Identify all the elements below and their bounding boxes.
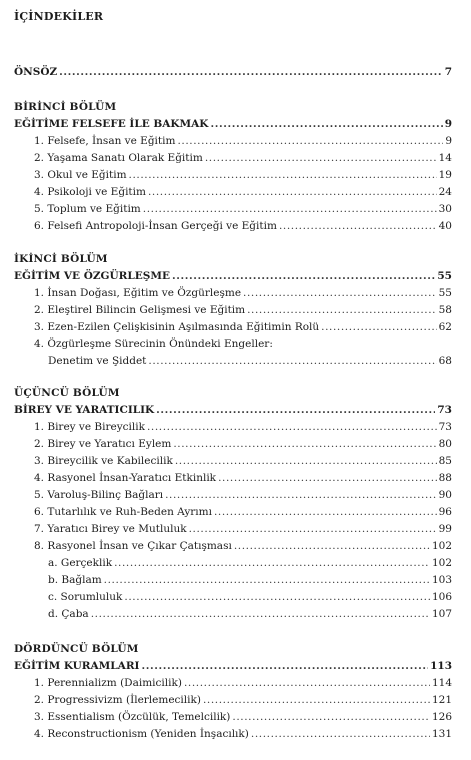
leader-dots — [210, 118, 442, 130]
toc-entry[interactable] — [34, 694, 452, 706]
entry-page: 85 — [438, 455, 452, 467]
entry-page: 88 — [438, 472, 452, 484]
toc-entry[interactable] — [34, 711, 452, 723]
leader-dots — [147, 421, 437, 433]
entry-label: ÖNSÖZ — [14, 66, 58, 78]
entry-label: 7. Yaratıcı Birey ve Mutluluk — [34, 523, 187, 535]
entry-page: 9 — [444, 118, 452, 130]
leader-dots — [214, 506, 437, 518]
entry-page: 19 — [438, 169, 452, 181]
entry-page: 106 — [431, 591, 452, 603]
entry-label: b. Bağlam — [48, 574, 102, 586]
part-title: İKİNCİ BÖLÜM — [14, 253, 108, 265]
leader-dots — [91, 608, 430, 620]
toc-entry[interactable] — [34, 506, 452, 518]
toc-subentry[interactable] — [48, 557, 452, 569]
entry-page: 107 — [431, 608, 452, 620]
entry-label: d. Çaba — [48, 608, 89, 620]
toc-entry[interactable] — [34, 472, 452, 484]
leader-dots — [234, 540, 430, 552]
entry-label: 1. Felsefe, İnsan ve Eğitim — [34, 135, 176, 147]
toc-entry[interactable] — [34, 540, 452, 552]
entry-page: 131 — [431, 728, 452, 740]
entry-page: 24 — [438, 186, 452, 198]
entry-page: 103 — [431, 574, 452, 586]
entry-label: 2. Eleştirel Bilincin Gelişmesi ve Eğitim — [34, 304, 246, 316]
leader-dots — [175, 455, 437, 467]
toc-entry[interactable] — [34, 169, 452, 181]
entry-page: 102 — [431, 540, 452, 552]
entry-label: 1. Birey ve Bireycilik — [34, 421, 145, 433]
entry-label: 6. Felsefi Antropoloji-İnsan Gerçeği ve Eğitim — [34, 220, 277, 232]
toc-entry-label-line1[interactable]: 4. Özgürleşme Sürecinin Önündeki Engeller: — [34, 338, 273, 350]
leader-dots — [59, 66, 443, 78]
entry-page: 90 — [438, 489, 452, 501]
leader-dots — [124, 591, 430, 603]
entry-page: 40 — [438, 220, 452, 232]
entry-label: 2. Yaşama Sanatı Olarak Eğitim — [34, 152, 203, 164]
entry-label: 1. Perennializm (Daimicilik) — [34, 677, 182, 689]
toc-entry-onsoz[interactable] — [14, 66, 452, 78]
entry-label: c. Sorumluluk — [48, 591, 123, 603]
leader-dots — [205, 152, 437, 164]
part-title: DÖRDÜNCÜ BÖLÜM — [14, 643, 139, 655]
leader-dots — [172, 270, 435, 282]
entry-label: 1. İnsan Doğası, Eğitim ve Özgürleşme — [34, 287, 242, 299]
toc-entry[interactable] — [34, 287, 452, 299]
leader-dots — [243, 287, 437, 299]
entry-page: 96 — [438, 506, 452, 518]
entry-page: 55 — [438, 287, 452, 299]
entry-page: 55 — [437, 270, 452, 282]
entry-page: 73 — [438, 421, 452, 433]
toc-subentry[interactable] — [48, 608, 452, 620]
entry-label: 5. Varoluş-Bilinç Bağları — [34, 489, 164, 501]
toc-chapter-heading[interactable] — [14, 118, 452, 130]
entry-label: a. Gerçeklik — [48, 557, 113, 569]
leader-dots — [189, 523, 437, 535]
leader-dots — [141, 660, 428, 672]
toc-chapter-heading[interactable] — [14, 404, 452, 416]
leader-dots — [184, 677, 430, 689]
entry-page: 113 — [430, 660, 452, 672]
toc-entry[interactable] — [34, 421, 452, 433]
entry-page: 80 — [438, 438, 452, 450]
entry-label: 2. Birey ve Yaratıcı Eylem — [34, 438, 172, 450]
entry-page: 114 — [431, 677, 452, 689]
leader-dots — [114, 557, 430, 569]
toc-entry[interactable] — [34, 677, 452, 689]
toc-subentry[interactable] — [48, 591, 452, 603]
leader-dots — [251, 728, 430, 740]
leader-dots — [218, 472, 437, 484]
entry-page: 58 — [438, 304, 452, 316]
toc-entry[interactable] — [34, 455, 452, 467]
leader-dots — [156, 404, 435, 416]
leader-dots — [165, 489, 437, 501]
leader-dots — [279, 220, 437, 232]
entry-label: 2. Progressivizm (İlerlemecilik) — [34, 694, 201, 706]
toc-entry[interactable] — [34, 152, 452, 164]
toc-chapter-heading[interactable] — [14, 270, 452, 282]
entry-label: 4. Rasyonel İnsan-Yaratıcı Etkinlik — [34, 472, 217, 484]
entry-page: 126 — [431, 711, 452, 723]
leader-dots — [104, 574, 430, 586]
leader-dots — [129, 169, 437, 181]
entry-page: 121 — [431, 694, 452, 706]
leader-dots — [232, 711, 430, 723]
toc-entry[interactable] — [34, 489, 452, 501]
toc-entry[interactable] — [34, 523, 452, 535]
entry-page: 14 — [438, 152, 452, 164]
toc-chapter-heading[interactable] — [14, 660, 452, 672]
toc-entry[interactable] — [34, 220, 452, 232]
entry-page: 30 — [438, 203, 452, 215]
entry-page: 62 — [438, 321, 452, 333]
entry-page: 68 — [438, 355, 452, 367]
entry-label: 4. Reconstructionism (Yeniden İnşacılık) — [34, 728, 249, 740]
entry-page: 7 — [444, 66, 452, 78]
entry-label: 6. Tutarlılık ve Ruh-Beden Ayrımı — [34, 506, 212, 518]
entry-label: 5. Toplum ve Eğitim — [34, 203, 141, 215]
leader-dots — [148, 355, 436, 367]
entry-label: 3. Bireycilik ve Kabilecilik — [34, 455, 173, 467]
entry-label: EĞİTİM KURAMLARI — [14, 660, 140, 672]
entry-label: 8. Rasyonel İnsan ve Çıkar Çatışması — [34, 540, 232, 552]
toc-entry[interactable] — [34, 304, 452, 316]
entry-label: 4. Psikoloji ve Eğitim — [34, 186, 146, 198]
entry-label: 3. Essentialism (Özcülük, Temelcilik) — [34, 711, 231, 723]
entry-page: 102 — [431, 557, 452, 569]
entry-label: BİREY VE YARATICILIK — [14, 404, 155, 416]
leader-dots — [203, 694, 430, 706]
entry-label: EĞİTİM VE ÖZGÜRLEŞME — [14, 270, 170, 282]
leader-dots — [143, 203, 437, 215]
leader-dots — [247, 304, 437, 316]
leader-dots — [173, 438, 436, 450]
leader-dots — [321, 321, 436, 333]
part-title: ÜÇÜNCÜ BÖLÜM — [14, 387, 120, 399]
entry-page: 99 — [438, 523, 452, 535]
entry-page: 9 — [445, 135, 452, 147]
leader-dots — [148, 186, 437, 198]
entry-label: 3. Ezen-Ezilen Çelişkisinin Aşılmasında Eğitimin Rolü — [34, 321, 320, 333]
toc-entry[interactable] — [34, 186, 452, 198]
leader-dots — [177, 135, 443, 147]
toc-entry[interactable] — [34, 438, 452, 450]
entry-label: Denetim ve Şiddet — [48, 355, 147, 367]
toc-entry[interactable] — [34, 728, 452, 740]
toc-entry[interactable] — [34, 203, 452, 215]
toc-entry[interactable] — [34, 135, 452, 147]
part-title: BİRİNCİ BÖLÜM — [14, 101, 117, 113]
toc-title: İÇİNDEKİLER — [14, 10, 104, 23]
toc-subentry[interactable] — [48, 574, 452, 586]
toc-entry[interactable] — [34, 321, 452, 333]
toc-entry[interactable] — [48, 355, 452, 367]
entry-label: 3. Okul ve Eğitim — [34, 169, 127, 181]
entry-page: 73 — [437, 404, 452, 416]
entry-label: EĞİTİME FELSEFE İLE BAKMAK — [14, 118, 209, 130]
